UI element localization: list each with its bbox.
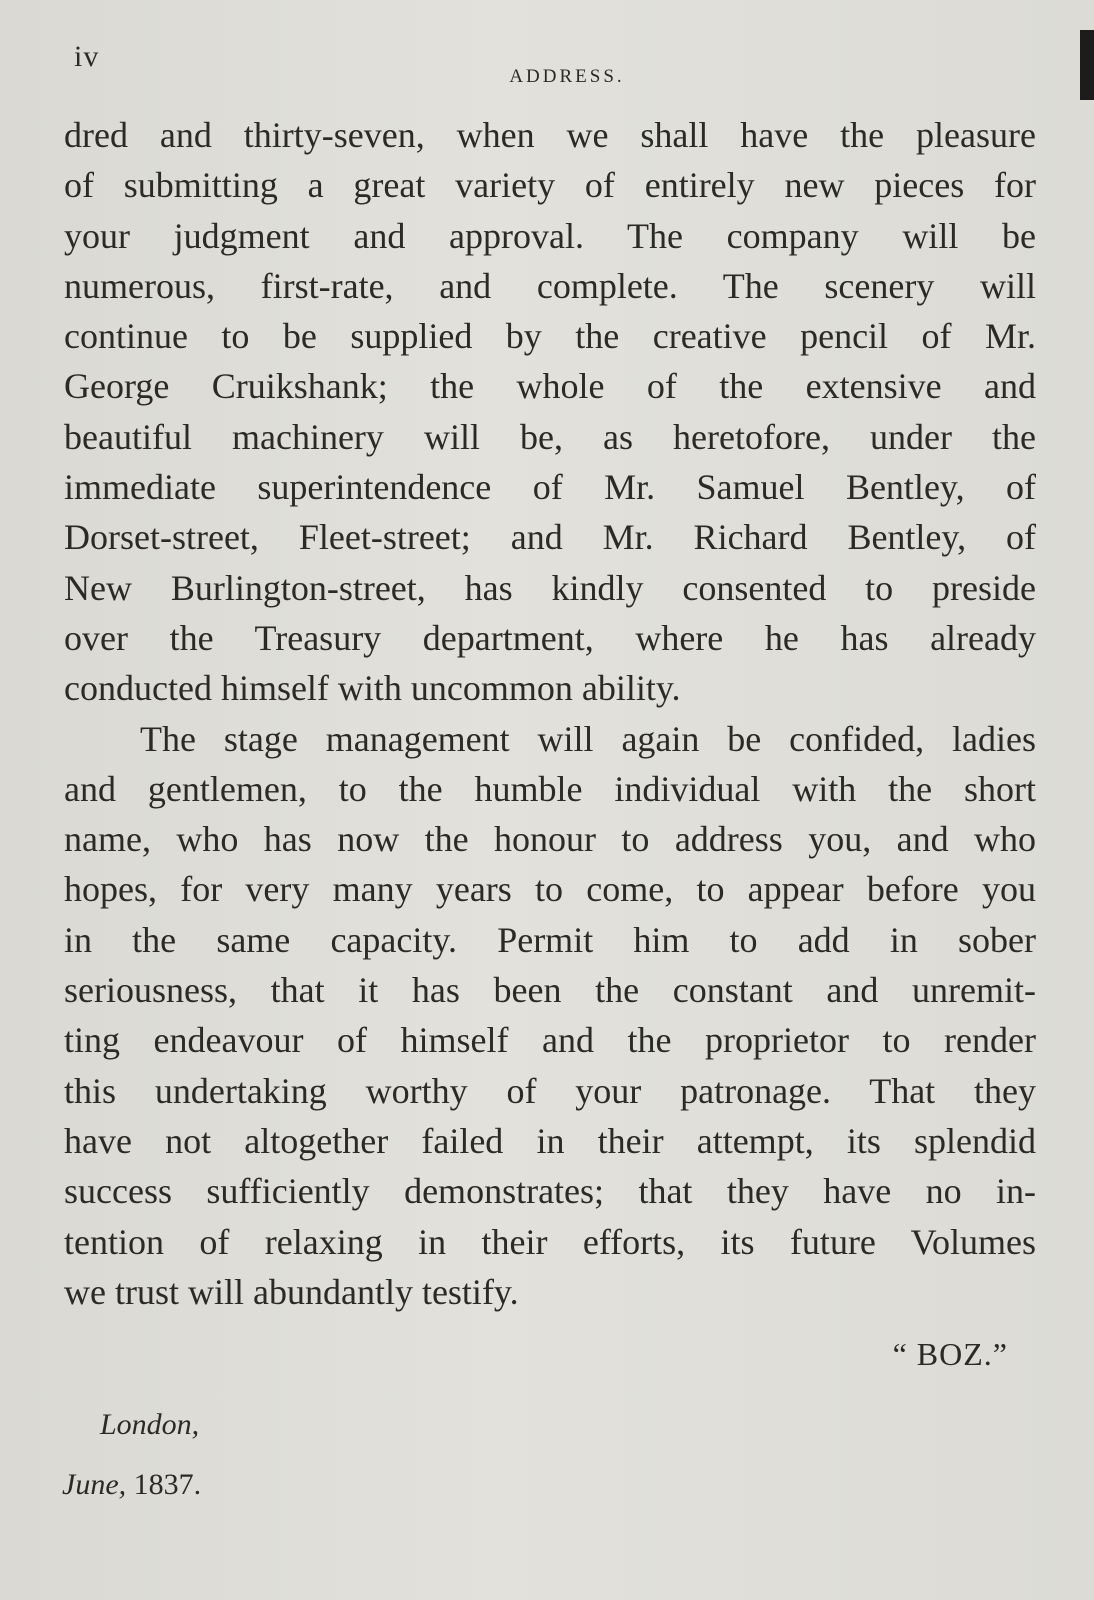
date-line bbox=[62, 1468, 201, 1502]
body-text bbox=[64, 110, 1036, 1317]
text-line: over the Treasury department, where he has already bbox=[64, 617, 1036, 658]
date-month: June, bbox=[62, 1468, 127, 1501]
text-line: dred and thirty-seven, when we shall have the pleasure bbox=[64, 115, 1036, 155]
text-line: this undertaking worthy of your patronage. That they bbox=[64, 1070, 1036, 1111]
text-line: seriousness, that it has been the constant and unremit- bbox=[64, 970, 1036, 1011]
text-line: tention of relaxing in their efforts, its future Volumes bbox=[64, 1221, 1036, 1262]
text-line: we trust will abundantly testify. bbox=[64, 1271, 519, 1312]
paragraph-2 bbox=[64, 714, 1036, 1318]
text-line: in the same capacity. Permit him to add in sober bbox=[64, 919, 1036, 960]
text-line: name, who has now the honour to address you, and who bbox=[64, 819, 1036, 860]
paragraph-1 bbox=[64, 110, 1036, 714]
place-line: London, bbox=[100, 1408, 200, 1441]
text-line: of submitting a great variety of entirely new pieces for bbox=[64, 165, 1036, 206]
text-line: have not altogether failed in their attempt, its splendid bbox=[64, 1120, 1036, 1161]
page-number: iv bbox=[74, 40, 100, 73]
text-line: and gentlemen, to the humble individual with the short bbox=[64, 768, 1036, 809]
text-line: The stage management will again be confided, ladies bbox=[140, 718, 1036, 759]
text-line: George Cruikshank; the whole of the extensive and bbox=[64, 366, 1036, 407]
text-line: conducted himself with uncommon ability. bbox=[64, 668, 681, 709]
signature: “ BOZ.” bbox=[892, 1336, 1008, 1372]
text-line: continue to be supplied by the creative pencil of Mr. bbox=[64, 316, 1036, 357]
page-edge-shadow bbox=[1080, 30, 1094, 100]
text-line: success sufficiently demonstrates; that they have no in- bbox=[64, 1171, 1036, 1212]
text-line: New Burlington-street, has kindly consented to preside bbox=[64, 567, 1036, 608]
text-line: hopes, for very many years to come, to appear before you bbox=[64, 869, 1036, 910]
text-line: Dorset-street, Fleet-street; and Mr. Richard Bentley, of bbox=[64, 517, 1036, 558]
running-head: ADDRESS. bbox=[509, 66, 625, 87]
date-year: 1837. bbox=[133, 1468, 202, 1501]
text-line: ting endeavour of himself and the proprietor to render bbox=[64, 1020, 1036, 1061]
text-line: numerous, first-rate, and complete. The scenery will bbox=[64, 265, 1036, 306]
text-line: beautiful machinery will be, as heretofore, under the bbox=[64, 416, 1036, 457]
text-line: your judgment and approval. The company will be bbox=[64, 215, 1036, 256]
text-line: immediate superintendence of Mr. Samuel Bentley, of bbox=[64, 467, 1036, 508]
